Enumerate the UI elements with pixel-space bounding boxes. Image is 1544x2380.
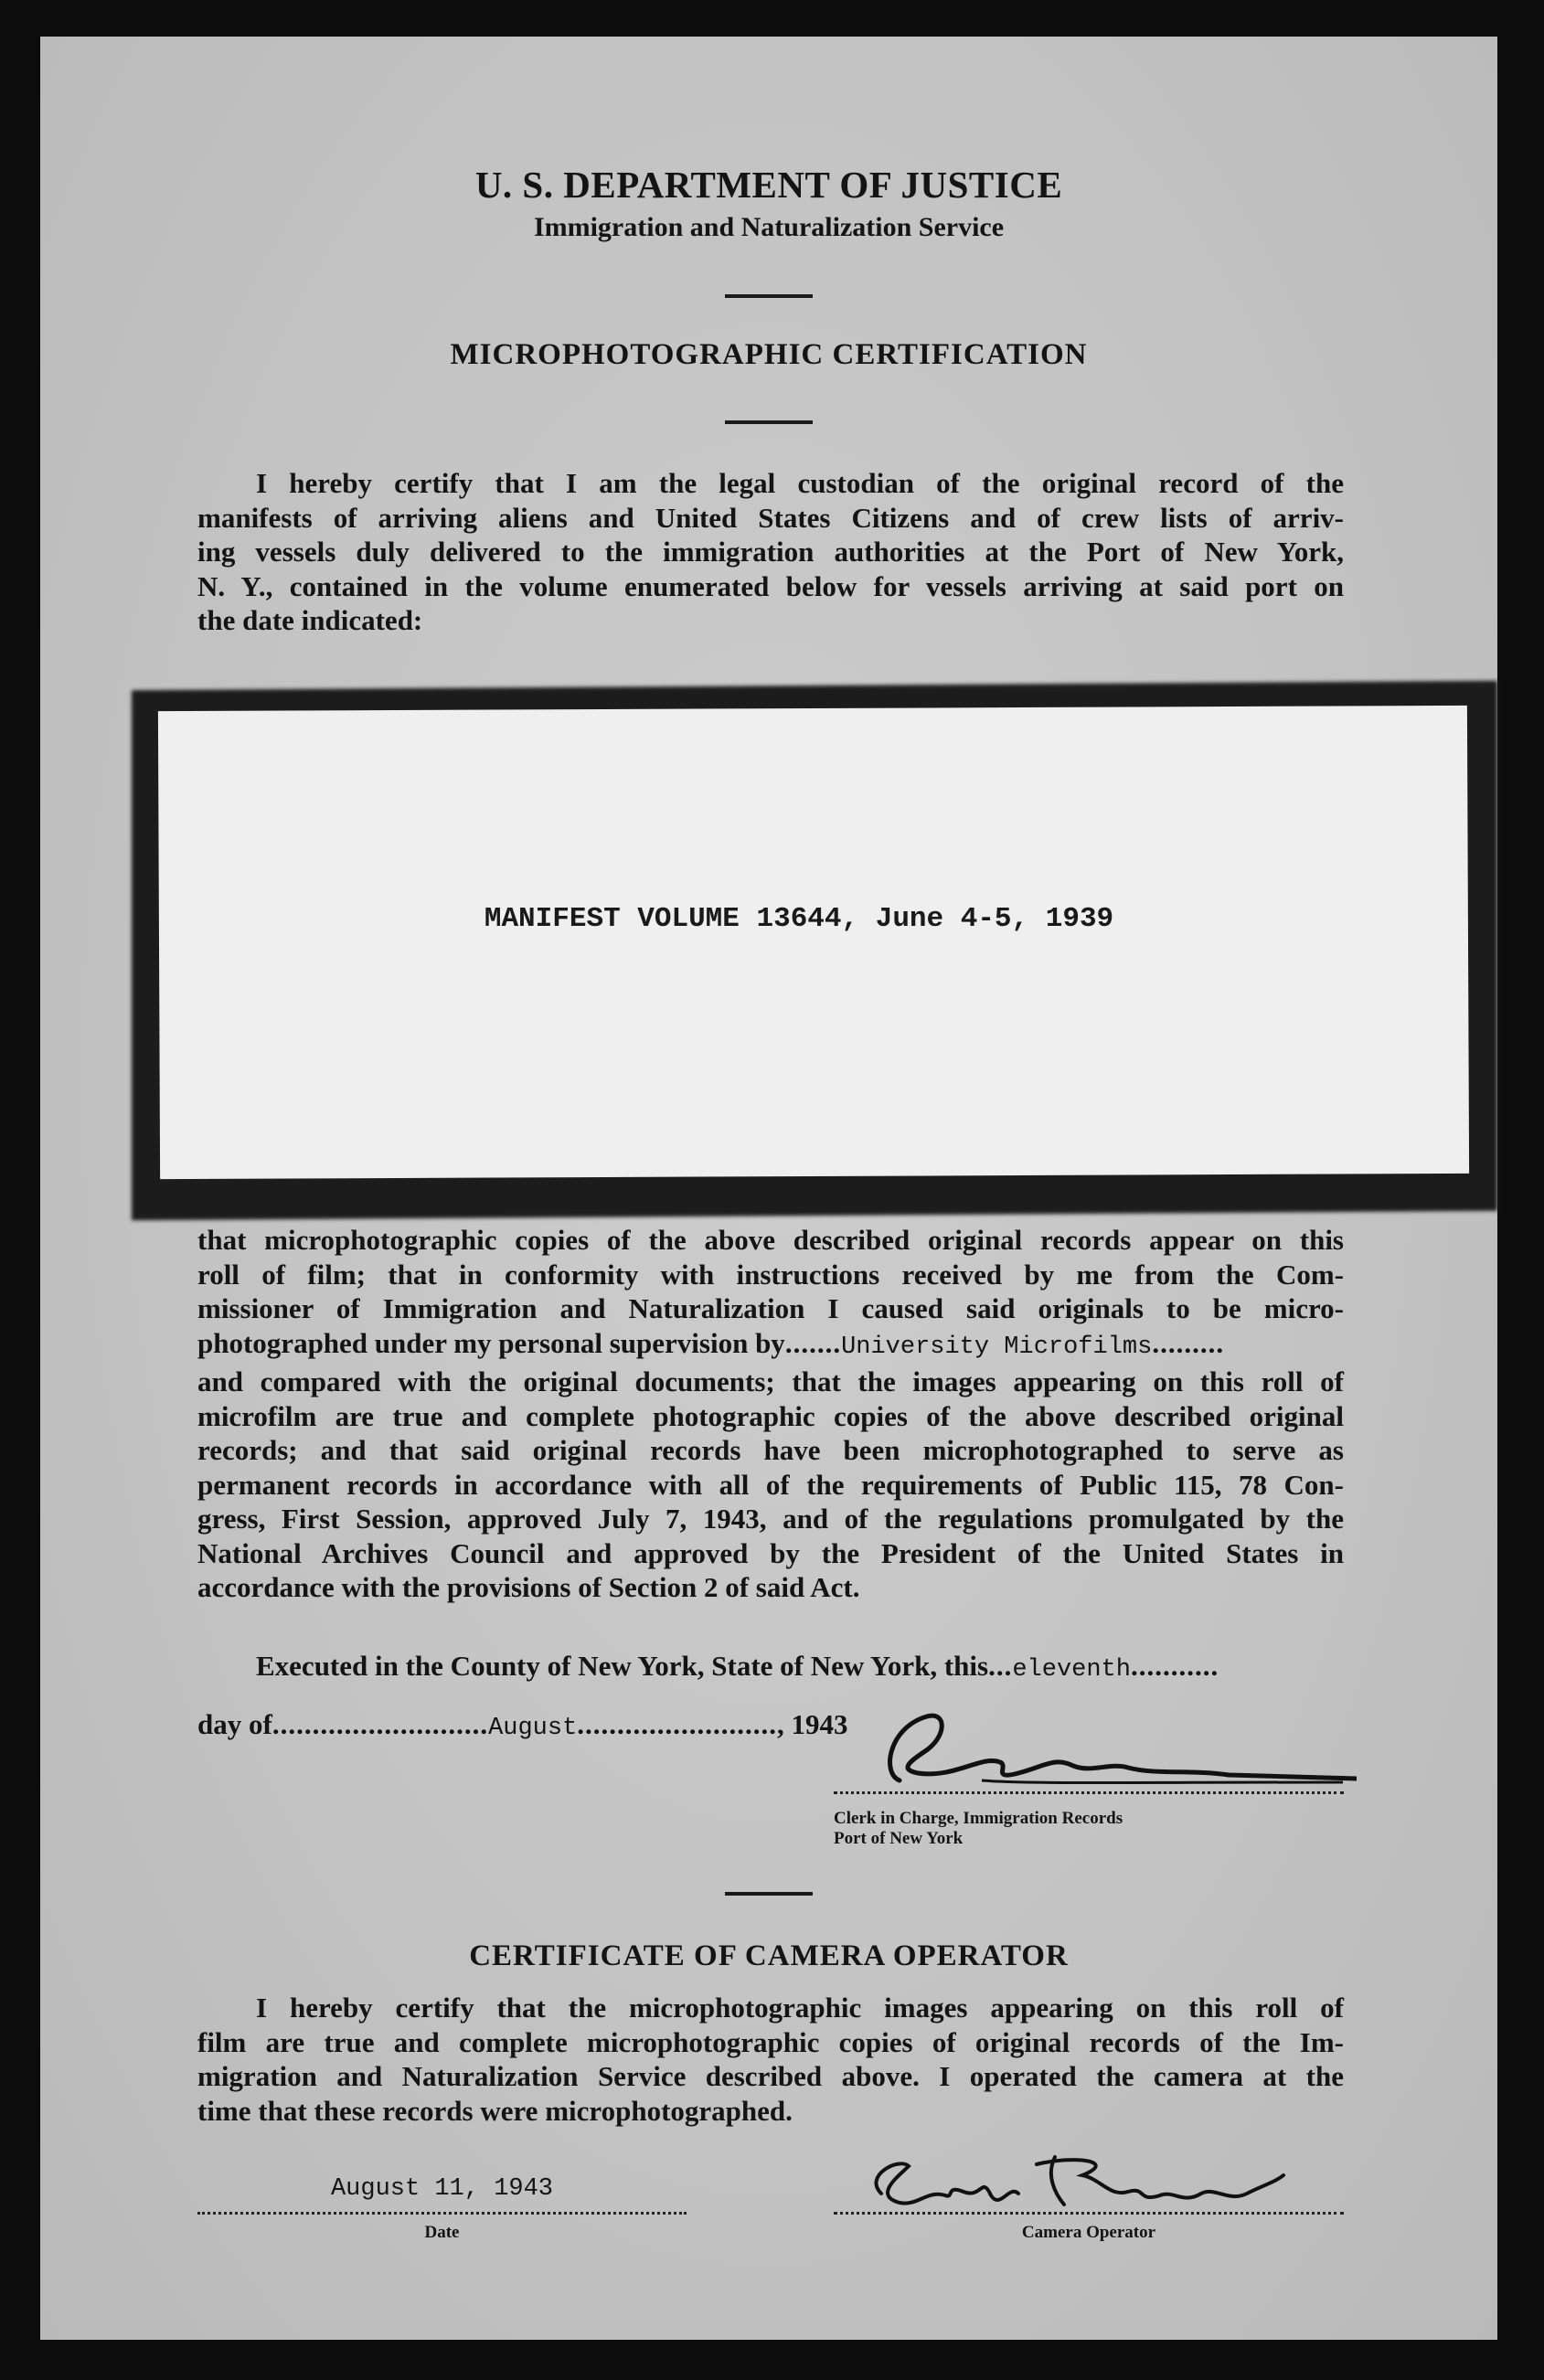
intro-line: ing vessels duly delivered to the immigration authorities at the Port of New York, (197, 536, 1344, 568)
manifest-volume-text: MANIFEST VOLUME 13644, June 4-5, 1939 (484, 903, 1114, 935)
intro-line: N. Y., contained in the volume enumerated below for vessels arriving at said port on (197, 569, 1344, 602)
body-line: National Archives Council and approved by the President of the United States in (197, 1536, 1344, 1569)
camera-line: film are true and complete microphotographic copies of original records of the Im- (197, 2025, 1344, 2058)
manifest-slip (158, 706, 1469, 1179)
clerk-location: Port of New York (834, 1829, 964, 1848)
camera-line: migration and Naturalization Service described above. I operated the camera at the (197, 2060, 1344, 2092)
divider (725, 294, 813, 298)
camera-paragraph (197, 1991, 1344, 2128)
certification-title: MICROPHOTOGRAPHIC CERTIFICATION (450, 338, 1088, 371)
body-line: gress, First Session, approved July 7, 1943, and of the regulations promulgated by the (197, 1503, 1344, 1535)
intro-paragraph (197, 466, 1344, 638)
clerk-title: Clerk in Charge, Immigration Records (834, 1809, 1123, 1828)
body-line: permanent records in accordance with all of the requirements of Public 115, 78 Con- (197, 1468, 1344, 1501)
execution-month: August (488, 1715, 578, 1742)
intro-line: I hereby certify that I am the legal custodian of the original record of the (256, 467, 1344, 499)
clerk-signature (845, 1709, 1357, 1801)
intro-line: the date indicated: (197, 604, 423, 636)
camera-line: I hereby certify that the microphotographic images appearing on this roll of (256, 1992, 1344, 2024)
body-line: that microphotographic copies of the above described original records appear on this (197, 1224, 1344, 1256)
intro-line: manifests of arriving aliens and United States Citizens and of crew lists of arriv- (197, 501, 1344, 534)
body-paragraph (197, 1223, 1344, 1605)
body-line: missioner of Immigration and Naturalization I caused said originals to be micro- (197, 1292, 1344, 1324)
body-line: accordance with the provisions of Section 2 of said Act. (197, 1571, 860, 1603)
camera-line: time that these records were microphotographed. (197, 2094, 793, 2127)
date-field (197, 2175, 687, 2215)
execution-year: , 1943 (777, 1708, 848, 1740)
photographer-name: University Microfilms (841, 1333, 1153, 1361)
execution-line: Executed in the County of New York, State of New York, this...eleventh........... (256, 1650, 1219, 1684)
date-value: August 11, 1943 (330, 2175, 554, 2203)
department-heading: U. S. DEPARTMENT OF JUSTICE (474, 164, 1063, 206)
camera-operator-label: Camera Operator (1021, 2223, 1156, 2242)
body-line-photographer: photographed under my personal supervision by.......University Microfilms......... (197, 1326, 1225, 1361)
body-line: records; and that said original records have been microphotographed to serve as (197, 1434, 1344, 1466)
camera-operator-field (834, 2175, 1344, 2215)
date-label: Date (424, 2223, 460, 2242)
body-line: and compared with the original documents; that the images appearing on this roll of (197, 1365, 1344, 1397)
certificate-sheet (40, 37, 1497, 2340)
day-of-line: day of...........................August........................., 1943 (197, 1708, 848, 1742)
body-line: microfilm are true and complete photographic copies of the above described original (197, 1399, 1344, 1432)
body-line-prefix: photographed under my personal supervision by (197, 1326, 785, 1359)
divider (725, 420, 813, 424)
clerk-signature-line (834, 1791, 1344, 1794)
divider (725, 1892, 813, 1896)
service-subheading: Immigration and Naturalization Service (533, 212, 1005, 242)
camera-certificate-title: CERTIFICATE OF CAMERA OPERATOR (469, 1939, 1069, 1972)
execution-day: eleventh (1012, 1656, 1131, 1684)
body-line: roll of film; that in conformity with instructions received by me from the Com- (197, 1258, 1344, 1291)
